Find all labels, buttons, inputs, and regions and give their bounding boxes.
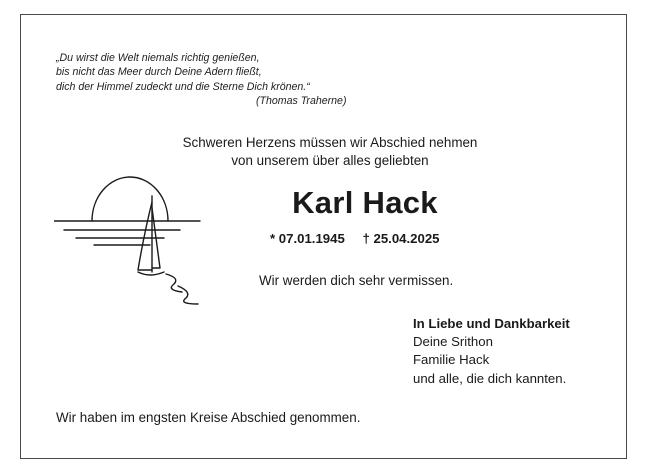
family-signature (413, 315, 570, 388)
farewell-message: Wir werden dich sehr vermissen. (259, 273, 454, 288)
quote-block (56, 51, 346, 109)
quote-line: „Du wirst die Welt niemals richtig genießen, (56, 52, 260, 64)
quote-line: bis nicht das Meer durch Deine Adern fließt, (56, 66, 262, 79)
footer-note: Wir haben im engsten Kreise Abschied genommen. (56, 410, 361, 425)
birth-date: * 07.01.1945 (270, 231, 345, 246)
family-line: Deine Srithon (413, 334, 493, 350)
quote-line: dich der Himmel zudeckt und die Sterne Dich krönen.“ (56, 80, 310, 93)
family-line: Familie Hack (413, 352, 490, 368)
intro-text (160, 134, 500, 170)
quote-author: (Thomas Traherne) (256, 95, 347, 108)
family-line: und alle, die dich kannten. (413, 370, 567, 386)
family-heading: In Liebe und Dankbarkeit (413, 316, 570, 331)
death-date: † 25.04.2025 (362, 231, 440, 246)
deceased-name: Karl Hack (292, 185, 438, 220)
life-dates (270, 231, 454, 246)
intro-line-1: Schweren Herzens müssen wir Abschied nehmen (182, 135, 478, 150)
sunset-sailboat-icon (54, 174, 214, 314)
intro-line-2: von unserem über alles geliebten (231, 153, 429, 168)
